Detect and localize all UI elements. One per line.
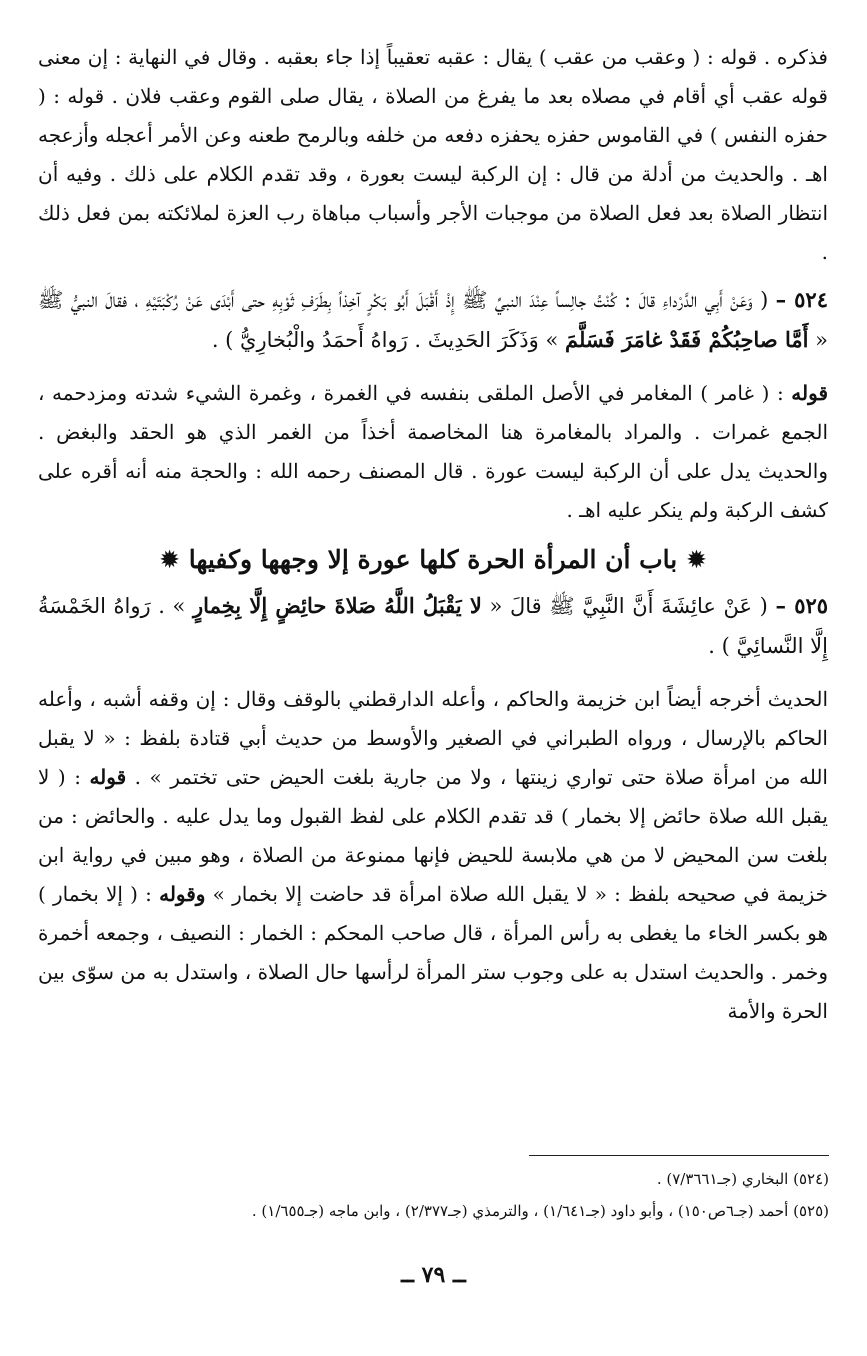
commentary-524 [38, 374, 828, 530]
chapter-heading [38, 538, 828, 582]
intro-paragraph: فذكره . قوله : ( وعقب من عقب ) يقال : عقبه تعقيباً إذا جاء بعقبه . وقال في النهاية : إن معنى قوله عقب أي أقام في مصلاه بعد ما يفرغ من الصلاة ، يقال صلى القوم وعقب فلان . قوله : ( حفزه النفس ) في القاموس حفزه يحفزه دفعه من خلفه وبالرمح طعنه وعن الأمر أعجله وأزعجه اهـ . والحديث من أدلة من قال : إن الركبة ليست بعورة ، وقد تقدم الكلام على ذلك . وفيه أن انتظار الصلاة بعد فعل الصلاة من موجبات الأجر وأسباب مباهاة رب العزة لملائكته بمن فعل ذلك . [38, 45, 828, 264]
hadith-quote: لا يَقْبَلُ اللَّهُ صَلاةَ حائِضٍ إِلَّا بِخِمارٍ [193, 593, 482, 618]
page-number: ــ ٧٩ ــ [401, 1262, 466, 1288]
star-ornament-icon: ✹ [685, 545, 707, 574]
footnotes [39, 1163, 829, 1227]
commentary-lead: وقوله [159, 882, 206, 906]
footnote-divider [529, 1155, 829, 1156]
hadith-text-end: » وَذَكَرَ الحَدِيثَ . رَواهُ أَحمَدُ والْبُخارِيُّ ) . [211, 328, 559, 352]
page-body [38, 38, 828, 1039]
chapter-title: باب أن المرأة الحرة كلها عورة إلا وجهها وكفيها [188, 545, 678, 574]
commentary-text: : ( لا يقبل الله صلاة حائض إلا بخمار ) قد تقدم الكلام على لفظ القبول وما يدل عليه . والحائض : من بلغت سن المحيض لا من هي ملابسة للحيض فإنها ممنوعة من الصلاة ، وهو مبين في رواية ابن خزيمة في صحيحه بلفظ : « لا يقبل الله صلاة امرأة قد حاضت إلا بخمار » [38, 765, 829, 906]
commentary-525 [38, 680, 828, 1031]
hadith-number: ٥٢٤ – [775, 287, 828, 312]
footnote-524: (٥٢٤) البخاري (جـ٧/٣٦٦١) . [656, 1170, 829, 1188]
hadith-text-end: » . رَواهُ الخَمْسَةُ إِلَّا النَّسائِيَّ ) . [38, 594, 828, 658]
footnote-525: (٥٢٥) أحمد (جـ٦ص١٥٠) ، وأبو داود (جـ١/٦٤١) ، والترمذي (جـ٢/٣٧٧) ، وابن ماجه (جـ١/٦٥٥) . [251, 1202, 829, 1220]
star-ornament-icon: ✹ [159, 545, 181, 574]
commentary-text: الحديث أخرجه أيضاً ابن خزيمة والحاكم ، وأعله الدارقطني بالوقف وقال : إن وقفه أشبه ، وأعله الحاكم بالإرسال ، ورواه الطبراني في الصغير والأوسط من حديث أبي قتادة بلفظ : « لا يقبل الله من امرأة صلاة حتى تواري زينتها ، ولا من جارية بلغت الحيض حتى تختمر » . [38, 687, 828, 789]
hadith-525 [38, 586, 828, 666]
commentary-text: : ( غامر ) المغامر في الأصل الملقى بنفسه في الغمرة ، وغمرة الشيء شدته ومزدحمه ، الجمع غمرات . والمراد بالمغامرة هنا المخاصمة أخذاً من الغمر الذي هو الحقد والبغض . والحديث يدل على أن الركبة ليست عورة . قال المصنف رحمه الله : والحجة منه أنه أقره على كشف الركبة ولم ينكر عليه اهـ . [38, 381, 828, 522]
hadith-text: ( عَنْ عائِشَةَ أَنَّ النَّبِيَّ ﷺ قالَ « [489, 594, 768, 618]
commentary-lead: قوله [89, 765, 127, 789]
hadith-text: ( وَعَنْ أَبِي الدَّرْداءِ قالَ : كُنْتُ جالِساً عِنْدَ النبيِّ ﷺ إِذْ أَقْبَلَ أَبُو بَكْرٍ آخِذاً بِطَرَفِ ثَوْبِهِ حتى أَبْدَى عَنْ رُكْبَتَيْهِ ، فقالَ النبيُّ ﷺ « [38, 288, 828, 352]
hadith-number: ٥٢٥ – [775, 593, 829, 618]
commentary-text: : ( إلا بخمار ) هو بكسر الخاء ما يغطى به رأس المرأة ، قال صاحب المحكم : الخمار : النصيف ، وجمعه أخمرة وخمر . والحديث استدل به على وجوب ستر المرأة لرأسها حال الصلاة ، واستدل به من سوّى بين الحرة والأمة [38, 882, 828, 1023]
hadith-quote: أَمَّا صاحِبُكُمْ فَقَدْ غامَرَ فَسَلَّمَ [565, 327, 809, 352]
hadith-524 [38, 280, 828, 360]
commentary-lead: قوله [791, 381, 829, 405]
